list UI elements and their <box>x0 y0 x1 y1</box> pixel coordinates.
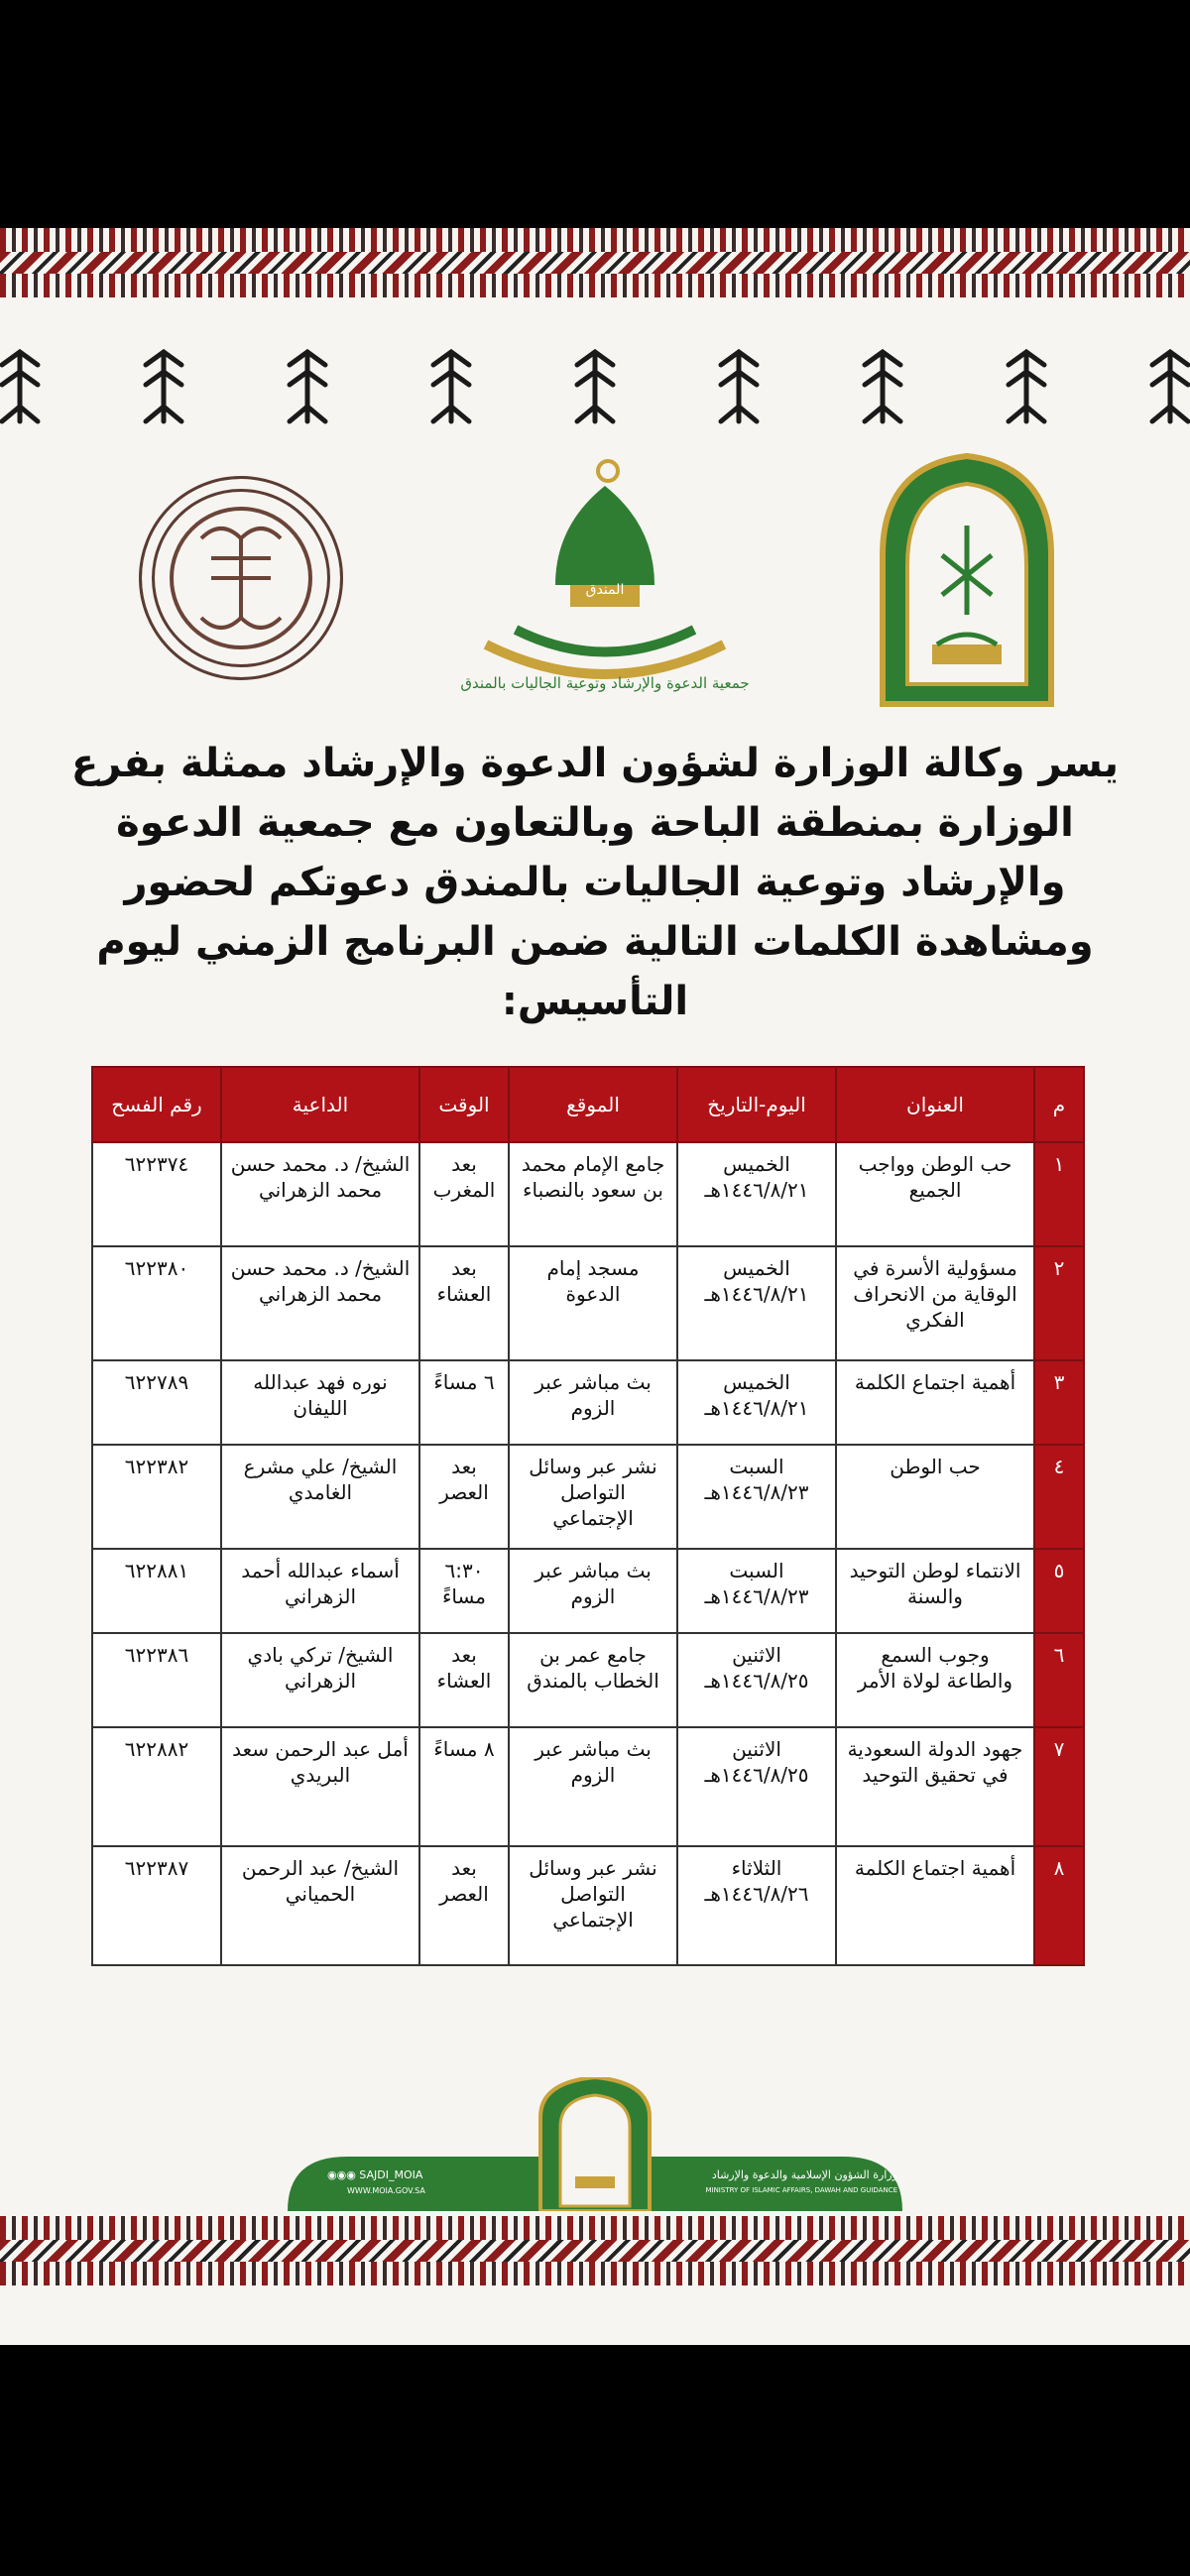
row-permit-number: ٦٢٢٣٨٧ <box>92 1846 221 1965</box>
row-index: ٧ <box>1034 1727 1084 1846</box>
row-location: جامع الإمام محمد بن سعود بالنصباء <box>509 1142 677 1246</box>
table-row <box>92 1142 1084 1246</box>
row-permit-number: ٦٢٢٨٨٢ <box>92 1727 221 1846</box>
row-index: ٥ <box>1034 1549 1084 1633</box>
row-time: بعد العشاء <box>419 1246 509 1360</box>
row-time: ٦ مساءً <box>419 1360 509 1445</box>
row-time: ٨ مساءً <box>419 1727 509 1846</box>
invitation-poster <box>0 228 1190 2345</box>
row-index: ٨ <box>1034 1846 1084 1965</box>
footer-ministry-ar: وزارة الشؤون الإسلامية والدعوة والإرشاد <box>711 2168 897 2181</box>
row-date: الخميس ١٤٤٦/٨/٢١هـ <box>677 1360 836 1445</box>
row-time: بعد المغرب <box>419 1142 509 1246</box>
table-row <box>92 1445 1084 1549</box>
row-date: الخميس ١٤٤٦/٨/٢١هـ <box>677 1142 836 1246</box>
header-index: م <box>1034 1067 1084 1142</box>
footer-handle-text: SAJDI_MOIA <box>359 2168 423 2181</box>
arrow-ornament <box>433 352 469 421</box>
row-permit-number: ٦٢٢٣٨٠ <box>92 1246 221 1360</box>
row-speaker: الشيخ/ د. محمد حسن محمد الزهراني <box>221 1246 419 1360</box>
row-permit-number: ٦٢٢٣٨٦ <box>92 1633 221 1727</box>
row-index: ٣ <box>1034 1360 1084 1445</box>
row-speaker: أسماء عبدالله أحمد الزهراني <box>221 1549 419 1633</box>
row-time: بعد العصر <box>419 1445 509 1549</box>
row-index: ٦ <box>1034 1633 1084 1727</box>
row-permit-number: ٦٢٢٧٨٩ <box>92 1360 221 1445</box>
row-speaker: نوره فهد عبدالله الليفان <box>221 1360 419 1445</box>
arrow-ornament <box>1152 352 1188 421</box>
row-title: جهود الدولة السعودية في تحقيق التوحيد <box>836 1727 1034 1846</box>
row-index: ١ <box>1034 1142 1084 1246</box>
row-date: الخميس ١٤٤٦/٨/٢١هـ <box>677 1246 836 1360</box>
header-time: الوقت <box>419 1067 509 1142</box>
row-title: حب الوطن وواجب الجميع <box>836 1142 1034 1246</box>
row-title: أهمية اجتماع الكلمة <box>836 1360 1034 1445</box>
row-speaker: أمل عبد الرحمن سعد البريدي <box>221 1727 419 1846</box>
row-permit-number: ٦٢٢٨٨١ <box>92 1549 221 1633</box>
row-permit-number: ٦٢٢٣٧٤ <box>92 1142 221 1246</box>
row-title: وجوب السمع والطاعة لولاة الأمر <box>836 1633 1034 1727</box>
arrow-ornament <box>290 352 325 421</box>
row-speaker: الشيخ/ علي مشرع الغامدي <box>221 1445 419 1549</box>
table-row <box>92 1633 1084 1727</box>
row-date: الاثنين ١٤٤٦/٨/٢٥هـ <box>677 1633 836 1727</box>
table-row <box>92 1549 1084 1633</box>
footer-social-handle <box>327 2168 526 2181</box>
table-header-row <box>92 1067 1084 1142</box>
row-speaker: الشيخ/ تركي بادي الزهراني <box>221 1633 419 1727</box>
row-time: بعد العشاء <box>419 1633 509 1727</box>
header-location: الموقع <box>509 1067 677 1142</box>
table-row <box>92 1360 1084 1445</box>
arrow-pattern-row <box>0 347 1190 426</box>
row-date: الاثنين ١٤٤٦/٨/٢٥هـ <box>677 1727 836 1846</box>
footer-ministry-en: MINISTRY OF ISLAMIC AFFAIRS, DAWAH AND GUIDANCE <box>705 2186 897 2194</box>
row-location: بث مباشر عبر الزوم <box>509 1549 677 1633</box>
social-icons: ◉◉◉ <box>327 2168 360 2181</box>
row-speaker: الشيخ/ عبد الرحمن الحمياني <box>221 1846 419 1965</box>
arrow-ornament <box>2 352 38 421</box>
row-title: الانتماء لوطن التوحيد والسنة <box>836 1549 1034 1633</box>
header-speaker: الداعية <box>221 1067 419 1142</box>
ministry-footer-badge <box>288 2077 902 2211</box>
dawa-label: المندق <box>585 582 625 598</box>
row-permit-number: ٦٢٢٣٨٢ <box>92 1445 221 1549</box>
row-index: ٤ <box>1034 1445 1084 1549</box>
header-date: اليوم-التاريخ <box>677 1067 836 1142</box>
row-location: بث مباشر عبر الزوم <box>509 1727 677 1846</box>
bottom-ornament-band <box>0 2216 1190 2285</box>
emblem-seal-logo <box>139 476 343 680</box>
arrow-ornament <box>1009 352 1044 421</box>
schedule-table <box>91 1066 1085 1966</box>
header-title: العنوان <box>836 1067 1034 1142</box>
row-location: مسجد إمام الدعوة <box>509 1246 677 1360</box>
top-ornament-band <box>0 228 1190 297</box>
row-location: نشر عبر وسائل التواصل الإجتماعي <box>509 1846 677 1965</box>
row-location: بث مباشر عبر الزوم <box>509 1360 677 1445</box>
arrow-ornament <box>865 352 900 421</box>
arrow-ornament <box>577 352 613 421</box>
ministry-logo <box>863 446 1071 714</box>
row-date: السبت ١٤٤٦/٨/٢٣هـ <box>677 1445 836 1549</box>
footer-website: WWW.MOIA.GOV.SA <box>347 2186 425 2195</box>
row-speaker: الشيخ/ د. محمد حسن محمد الزهراني <box>221 1142 419 1246</box>
table-row <box>92 1246 1084 1360</box>
row-location: نشر عبر وسائل التواصل الإجتماعي <box>509 1445 677 1549</box>
table-row <box>92 1727 1084 1846</box>
row-date: السبت ١٤٤٦/٨/٢٣هـ <box>677 1549 836 1633</box>
row-index: ٢ <box>1034 1246 1084 1360</box>
row-location: جامع عمر بن الخطاب بالمندق <box>509 1633 677 1727</box>
dawa-association-logo <box>446 446 764 704</box>
arrow-ornament <box>146 352 181 421</box>
row-title: حب الوطن <box>836 1445 1034 1549</box>
row-title: مسؤولية الأسرة في الوقاية من الانحراف الفكري <box>836 1246 1034 1360</box>
dawa-tagline: جمعية الدعوة والإرشاد وتوعية الجاليات بالمندق <box>460 674 750 692</box>
header-permit-number: رقم الفسح <box>92 1067 221 1142</box>
row-time: بعد العصر <box>419 1846 509 1965</box>
table-row <box>92 1846 1084 1965</box>
arrow-ornament <box>721 352 757 421</box>
row-title: أهمية اجتماع الكلمة <box>836 1846 1034 1965</box>
invitation-intro-text: يسر وكالة الوزارة لشؤون الدعوة والإرشاد ممثلة بفرع الوزارة بمنطقة الباحة وبالتعاون مع جمعية الدعوة والإرشاد وتوعية الجاليات بالمندق دعوتكم لحضور ومشاهدة الكلمات التالية ضمن البرنامج الزمني ليوم التأسيس: <box>70 741 1120 1024</box>
row-date: الثلاثاء ١٤٤٦/٨/٢٦هـ <box>677 1846 836 1965</box>
row-time: ٦:٣٠ مساءً <box>419 1549 509 1633</box>
